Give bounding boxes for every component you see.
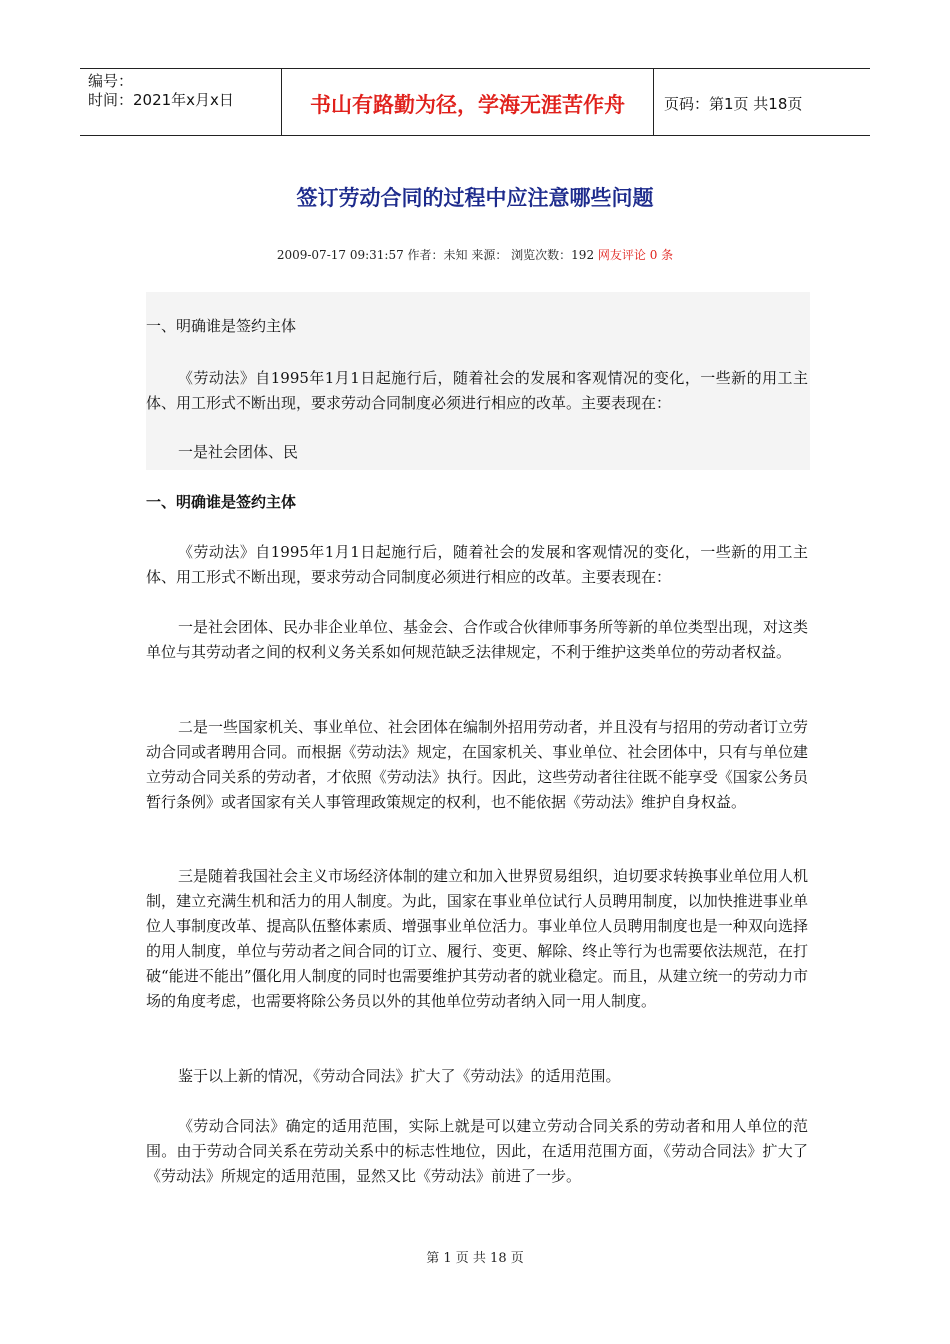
section-heading: 一、明确谁是签约主体 xyxy=(146,493,297,511)
number-label: 编号： xyxy=(88,72,134,90)
body-paragraph: 鉴于以上新的情况，《劳动合同法》扩大了《劳动法》的适用范围。 xyxy=(178,1067,621,1085)
body-paragraph: 《劳动法》自1995年1月1日起施行后，随着社会的发展和客观情况的变化，一些新的用工主体、用工形式不断出现，要求劳动合同制度必须进行相应的改革。主要表现在： xyxy=(146,543,808,586)
page-info-text: 页码：第1页 共18页 xyxy=(664,94,803,113)
header-motto-cell xyxy=(282,69,654,135)
motto-text: 书山有路勤为径，学海无涯苦作舟 xyxy=(310,93,625,117)
body-paragraph: 二是一些国家机关、事业单位、社会团体在编制外招用劳动者，并且没有与招用的劳动者订立劳动合同或者聘用合同。而根据《劳动法》规定，在国家机关、事业单位、社会团体中，只有与单位建立劳动合同关系的劳动者，才依照《劳动法》执行。因此，这些劳动者往往既不能享受《国家公务员暂行条例》或者国家有关人事管理政策规定的权利，也不能依据《劳动法》维护自身权益。 xyxy=(146,718,809,811)
page-footer: 第 1 页 共 18 页 xyxy=(426,1251,524,1266)
article-meta xyxy=(0,246,950,263)
header-info-cell xyxy=(80,69,282,135)
comments-link[interactable]: 网友评论 0 条 xyxy=(597,248,674,262)
excerpt-heading: 一、明确谁是签约主体 xyxy=(146,317,297,335)
article-title: 签订劳动合同的过程中应注意哪些问题 xyxy=(296,186,654,210)
header-page-cell xyxy=(654,69,870,135)
date-label: 时间：2021年x月x日 xyxy=(88,91,234,109)
body-paragraph: 《劳动合同法》确定的适用范围，实际上就是可以建立劳动合同关系的劳动者和用人单位的范围。由于劳动合同关系在劳动关系中的标志性地位，因此，在适用范围方面，《劳动合同法》扩大了《劳动法》所规定的适用范围，显然又比《劳动法》前进了一步。 xyxy=(146,1117,808,1185)
body-paragraph: 三是随着我国社会主义市场经济体制的建立和加入世界贸易组织，迫切要求转换事业单位用人机制，建立充满生机和活力的用人制度。为此，国家在事业单位试行人员聘用制度，以加快推进事业单位人事制度改革、提高队伍整体素质、增强事业单位活力。事业单位人员聘用制度也是一种双向选择的用人制度，单位与劳动者之间合同的订立、履行、变更、解除、终止等行为也需要依法规范，在打破“能进不能出”僵化用人制度的同时也需要维护其劳动者的就业稳定。而且，从建立统一的劳动力市场的角度考虑，也需要将除公务员以外的其他单位劳动者纳入同一用人制度。 xyxy=(146,867,809,1010)
document-header xyxy=(80,68,870,136)
excerpt-fragment: 一是社会团体、民 xyxy=(178,443,299,461)
excerpt-paragraph: 《劳动法》自1995年1月1日起施行后，随着社会的发展和客观情况的变化，一些新的用工主体、用工形式不断出现，要求劳动合同制度必须进行相应的改革。主要表现在： xyxy=(146,369,808,412)
meta-info: 2009-07-17 09:31:57 作者：未知 来源： 浏览次数：192 xyxy=(276,248,598,262)
body-paragraph: 一是社会团体、民办非企业单位、基金会、合作或合伙律师事务所等新的单位类型出现，对这类单位与其劳动者之间的权利义务关系如何规范缺乏法律规定，不利于维护这类单位的劳动者权益。 xyxy=(146,618,809,661)
